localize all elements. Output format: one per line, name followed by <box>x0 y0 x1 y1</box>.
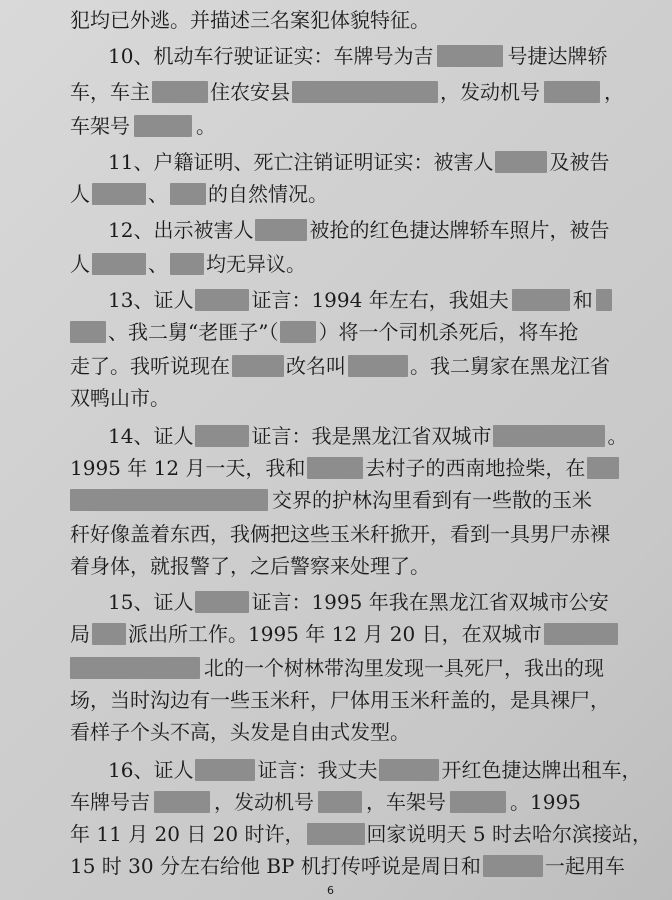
text: 北的一个树林带沟里发现一具死尸，我出的现 <box>204 656 604 680</box>
text-line <box>70 78 622 106</box>
redaction-block <box>92 183 146 205</box>
text-line <box>70 852 625 880</box>
text-line <box>70 686 622 714</box>
text: 着身体，就报警了，之后警察来处理了。 <box>70 554 430 578</box>
redaction-block <box>318 791 362 813</box>
redaction-block <box>544 623 618 645</box>
redaction-block <box>92 623 126 645</box>
text-line <box>70 318 622 346</box>
text: 一起用车 <box>544 854 625 878</box>
text: ，发动机号 <box>440 80 540 104</box>
text: 及被告 <box>549 150 610 174</box>
text: 证言：我丈夫 <box>257 758 378 782</box>
redaction-block <box>348 355 408 377</box>
text-line <box>70 180 622 208</box>
text: 被抢的红色捷达牌轿车照片，被告 <box>309 218 610 242</box>
redaction-block <box>92 253 146 275</box>
text: 看样子个头不高，头发是自由式发型。 <box>70 720 410 744</box>
text-line <box>70 620 622 648</box>
text-line <box>108 588 622 616</box>
redaction-block <box>483 855 543 877</box>
text: 双鸭山市。 <box>70 386 170 410</box>
redaction-block <box>70 489 268 511</box>
text: ）将一个司机杀死后，将车抢 <box>318 320 579 344</box>
text: 16、证人 <box>108 758 194 782</box>
redaction-block <box>70 321 106 343</box>
redaction-block <box>255 219 307 241</box>
text: 15、证人 <box>108 590 194 614</box>
text: 、我二舅“老匪子”（ <box>108 320 279 344</box>
redaction-block <box>587 457 619 479</box>
text-line <box>70 454 622 482</box>
redaction-block <box>195 425 249 447</box>
text: 14、证人 <box>108 424 194 448</box>
redaction-block <box>195 591 249 613</box>
redaction-block <box>307 823 365 845</box>
text: ，发动机号 <box>214 790 314 814</box>
text: 人 <box>70 252 90 276</box>
redaction-block <box>134 115 192 137</box>
page-number: 6 <box>327 884 334 897</box>
text: 证言：我是黑龙江省双城市 <box>251 424 492 448</box>
text: 、 <box>148 182 168 206</box>
redaction-block <box>437 45 503 67</box>
redaction-block <box>154 791 210 813</box>
text: 1995 年 12 月一天，我和 <box>70 456 306 480</box>
text: 走了。我听说现在 <box>70 354 230 378</box>
text-line <box>108 42 622 70</box>
text: ， <box>604 80 624 104</box>
redaction-block <box>450 791 506 813</box>
text: 场，当时沟边有一些玉米秆，尸体用玉米秆盖的，是具裸尸， <box>70 688 610 712</box>
text-line <box>70 654 622 682</box>
redaction-block <box>70 657 200 679</box>
text: 车架号 <box>70 114 130 138</box>
text: 11、户籍证明、死亡注销证明证实：被害人 <box>108 150 494 174</box>
text: 车牌号吉 <box>70 790 150 814</box>
redaction-block <box>232 355 284 377</box>
text: 12、出示被害人 <box>108 218 254 242</box>
redaction-block <box>493 425 605 447</box>
redaction-block <box>292 81 438 103</box>
text: 和 <box>572 288 593 312</box>
text: 15 时 30 分左右给他 BP 机打传呼说是周日和 <box>70 854 481 878</box>
text-line <box>70 250 622 278</box>
redaction-block <box>307 457 363 479</box>
text: 均无异议。 <box>206 252 306 276</box>
redaction-block <box>170 253 204 275</box>
redaction-block <box>170 183 206 205</box>
text: 。1995 <box>510 790 581 814</box>
text: 交界的护林沟里看到有一些散的玉米 <box>272 488 592 512</box>
text-line <box>70 718 622 746</box>
text: 派出所工作。1995 年 12 月 20 日，在双城市 <box>128 622 542 646</box>
text-line <box>108 422 628 450</box>
text: ，车架号 <box>366 790 446 814</box>
text: 证言：1995 年我在黑龙江省双城市公安 <box>251 590 609 614</box>
text: 证言：1994 年左右，我姐夫 <box>251 288 509 312</box>
redaction-block <box>195 289 249 311</box>
text: 回家说明天 5 时去哈尔滨接站， <box>366 822 652 846</box>
redaction-block <box>495 151 547 173</box>
text-line <box>70 552 622 580</box>
redaction-block <box>596 289 612 311</box>
text-line <box>108 216 622 244</box>
text-line <box>108 148 622 176</box>
text-line <box>70 112 622 140</box>
text: 改名叫 <box>286 354 346 378</box>
text-line <box>70 788 622 816</box>
text: 13、证人 <box>108 288 194 312</box>
text-line <box>70 520 622 548</box>
text: 。 <box>607 424 628 448</box>
text: 。 <box>196 114 216 138</box>
text: 号捷达牌轿 <box>507 44 608 68</box>
text-line <box>70 384 622 412</box>
text: 的自然情况。 <box>208 182 328 206</box>
text: 年 11 月 20 日 20 时许， <box>70 822 305 846</box>
redaction-block <box>544 81 600 103</box>
text: 开红色捷达牌出租车， <box>441 758 642 782</box>
text-line <box>108 756 642 784</box>
text-line <box>70 6 622 34</box>
redaction-block <box>195 759 255 781</box>
text: 秆好像盖着东西，我俩把这些玉米秆掀开，看到一具男尸赤裸 <box>70 522 610 546</box>
text-line <box>70 486 622 514</box>
text: 10、机动车行驶证证实：车牌号为吉 <box>108 44 434 68</box>
text-line <box>108 286 622 314</box>
text: 犯均已外逃。并描述三名案犯体貌特征。 <box>70 8 430 32</box>
text: 车，车主 <box>70 80 150 104</box>
redaction-block <box>280 321 316 343</box>
text: 去村子的西南地捡柴，在 <box>365 456 586 480</box>
text: 局 <box>70 622 90 646</box>
redaction-block <box>512 289 570 311</box>
text: 。我二舅家在黑龙江省 <box>410 354 610 378</box>
text-line <box>70 820 652 848</box>
text: 住农安县 <box>210 80 290 104</box>
text: 、 <box>148 252 168 276</box>
redaction-block <box>379 759 439 781</box>
text: 人 <box>70 182 90 206</box>
text-line <box>70 352 622 380</box>
redaction-block <box>152 81 208 103</box>
